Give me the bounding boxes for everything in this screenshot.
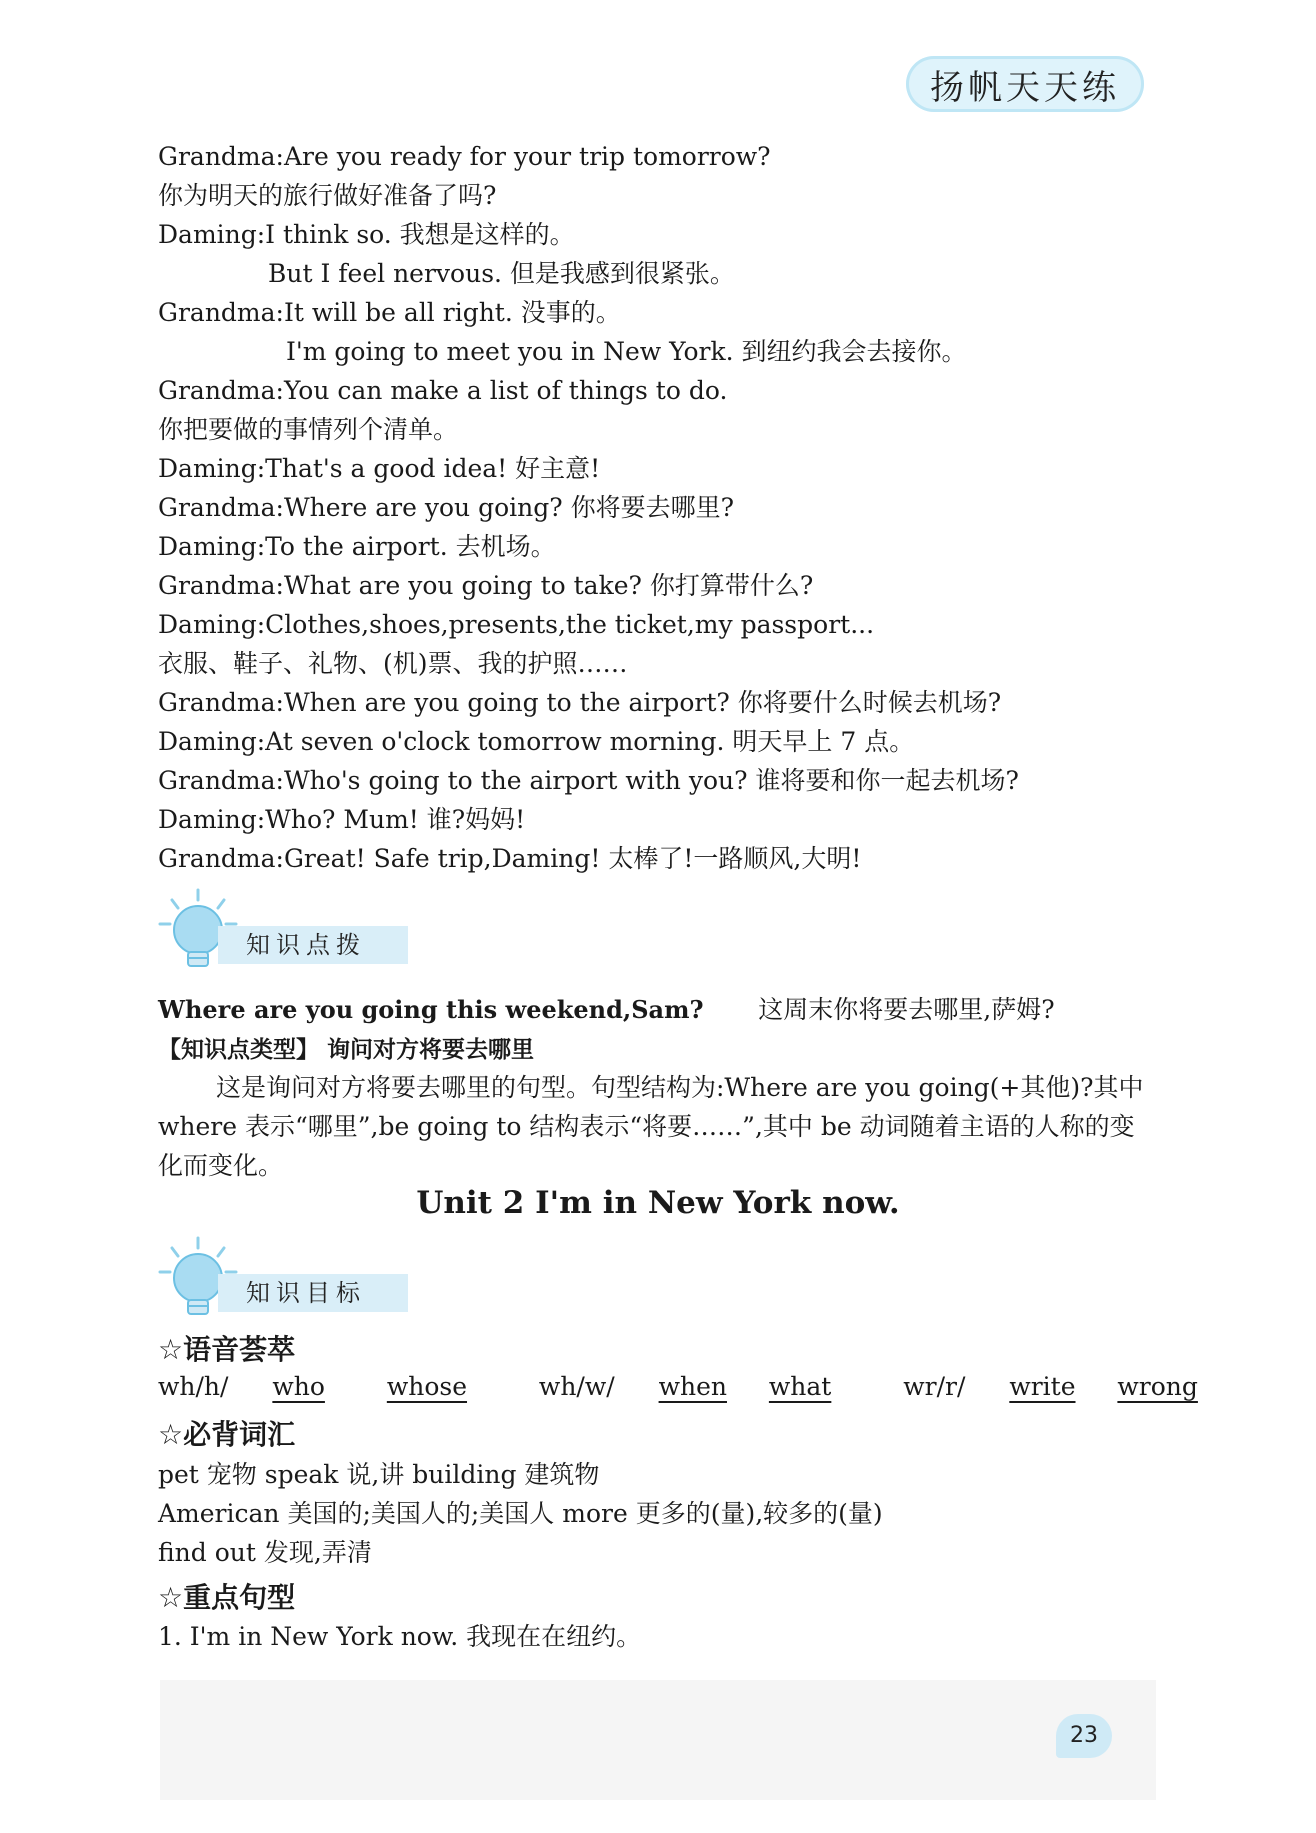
phonics-word: wrong: [1117, 1372, 1198, 1401]
dialogue-line: Daming:Who? Mum! 谁?妈妈!: [158, 805, 526, 834]
dialogue-line: 衣服、鞋子、礼物、(机)票、我的护照……: [158, 649, 628, 678]
phonics-pattern: wr/r/: [903, 1372, 966, 1401]
series-badge: 扬帆天天练: [906, 56, 1144, 112]
section-label: 知识点拨: [218, 926, 408, 964]
section-header-knowledge-tips: [158, 880, 408, 970]
dialogue-line: 你为明天的旅行做好准备了吗?: [158, 181, 497, 210]
key-sentence-cn: 这周末你将要去哪里,萨姆?: [758, 995, 1055, 1024]
footer-area: [160, 1680, 1156, 1800]
dialogue-line: Daming:Clothes,shoes,presents,the ticket,my passport...: [158, 610, 875, 639]
phonics-row: [158, 1370, 1198, 1404]
page-number: 23: [1056, 1714, 1112, 1758]
sentence-pattern-heading: ☆重点句型: [158, 1581, 296, 1614]
phonics-word: when: [658, 1372, 727, 1401]
dialogue-line: Grandma:What are you going to take? 你打算带什么?: [158, 571, 814, 600]
vocab-line: find out 发现,弄清: [158, 1538, 372, 1567]
vocab-line: pet 宠物 speak 说,讲 building 建筑物: [158, 1460, 600, 1489]
knowledge-type: [158, 1031, 534, 1064]
dialogue-line: Grandma:Who's going to the airport with you? 谁将要和你一起去机场?: [158, 766, 1019, 795]
sentence-pattern-item: 1. I'm in New York now. 我现在在纽约。: [158, 1622, 642, 1651]
dialogue-line: Grandma:You can make a list of things to do.: [158, 376, 728, 405]
dialogue-line: Daming:At seven o'clock tomorrow morning. 明天早上 7 点。: [158, 727, 915, 756]
key-sentence: [158, 990, 1055, 1026]
dialogue-line: Grandma:Where are you going? 你将要去哪里?: [158, 493, 734, 522]
phonics-word: who: [272, 1372, 325, 1401]
phonics-pattern: wh/w/: [538, 1372, 615, 1401]
dialogue-line: I'm going to meet you in New York. 到纽约我会去接你。: [286, 337, 967, 366]
dialogue-line: Grandma:It will be all right. 没事的。: [158, 298, 621, 327]
key-sentence-en: Where are you going this weekend,Sam?: [158, 995, 704, 1024]
knowledge-type-value: 询问对方将要去哪里: [327, 1037, 535, 1063]
phonics-word: whose: [386, 1372, 468, 1401]
unit-title: Unit 2 I'm in New York now.: [416, 1185, 900, 1221]
dialogue-line: But I feel nervous. 但是我感到很紧张。: [268, 259, 735, 288]
phonics-word: what: [768, 1372, 832, 1401]
phonics-word: write: [1009, 1372, 1076, 1401]
phonics-heading: ☆语音荟萃: [158, 1333, 296, 1366]
vocab-heading: ☆必背词汇: [158, 1418, 296, 1451]
dialogue-line: Grandma:Are you ready for your trip tomorrow?: [158, 142, 771, 171]
dialogue-line: Grandma:Great! Safe trip,Daming! 太棒了!一路顺风,大明!: [158, 844, 862, 873]
section-header-knowledge-goals: [158, 1228, 408, 1318]
vocab-line: American 美国的;美国人的;美国人 more 更多的(量),较多的(量): [158, 1499, 883, 1528]
knowledge-type-label: 【知识点类型】: [158, 1037, 319, 1063]
dialogue-line: Grandma:When are you going to the airport? 你将要什么时候去机场?: [158, 688, 1002, 717]
dialogue-line: 你把要做的事情列个清单。: [158, 415, 459, 444]
phonics-pattern: wh/h/: [158, 1372, 229, 1401]
section-label: 知识目标: [218, 1274, 408, 1312]
dialogue-line: Daming:I think so. 我想是这样的。: [158, 220, 575, 249]
explanation-paragraph: 这是询问对方将要去哪里的句型。句型结构为:Where are you going(+其他)?其中 where 表示“哪里”,be going to 结构表示“将要……”,其中 be 动词随着主语的人称的变化而变化。: [158, 1073, 1144, 1180]
dialogue-line: Daming:That's a good idea! 好主意!: [158, 454, 601, 483]
dialogue-line: Daming:To the airport. 去机场。: [158, 532, 556, 561]
